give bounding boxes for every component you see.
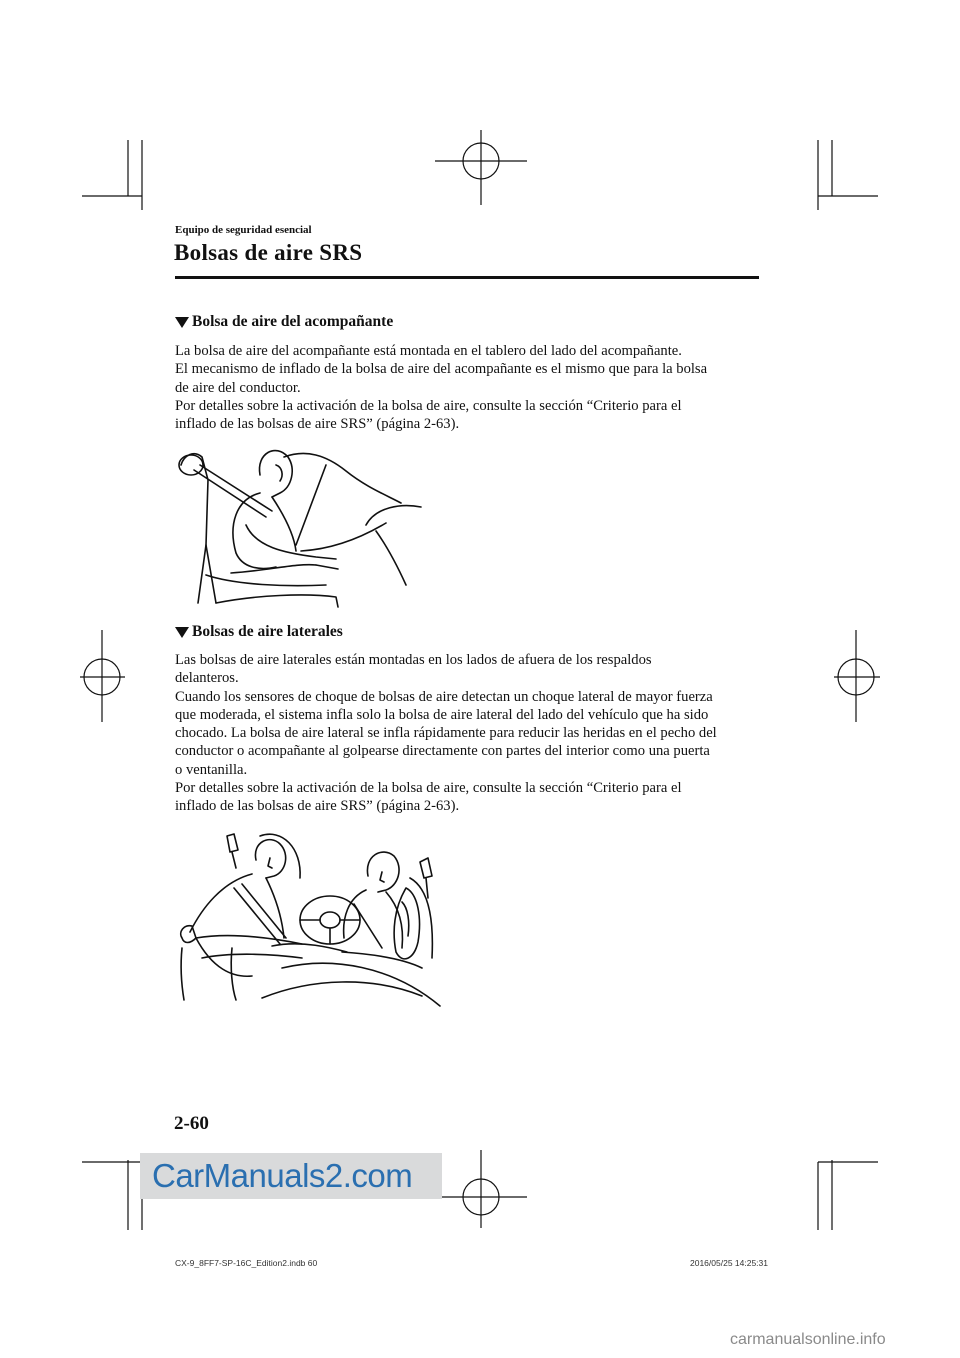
watermark-banner: CarManuals2.com (140, 1153, 442, 1199)
text-line: chocado. La bolsa de aire lateral se infla rápidamente para reducir las heridas en el pecho del (175, 725, 717, 742)
text-line: inflado de las bolsas de aire SRS” (página 2-63). (175, 416, 460, 433)
text-line: El mecanismo de inflado de la bolsa de aire del acompañante es el mismo que para la bolsa (175, 361, 708, 378)
text-line: que moderada, el sistema infla solo la bolsa de aire lateral del lado del vehículo que ha sido (175, 706, 709, 723)
side-airbags-illustration (172, 828, 442, 1008)
text-line: inflado de las bolsas de aire SRS” (página 2-63). (175, 798, 460, 815)
title-rule (175, 276, 759, 279)
text-line: Por detalles sobre la activación de la bolsa de aire, consulte la sección “Criterio para el (175, 397, 682, 414)
text-line: o ventanilla. (175, 761, 248, 778)
text-line: conductor o acompañante al golpearse directamente con partes del interior como una puerta (175, 743, 710, 760)
text-line: Cuando los sensores de choque de bolsas de aire detectan un choque lateral de mayor fuerza (175, 688, 713, 705)
text-line: de aire del conductor. (175, 379, 301, 396)
passenger-airbag-illustration (176, 435, 426, 610)
heading-text: Bolsas de aire laterales (192, 623, 343, 640)
footer-timestamp: 2016/05/25 14:25:31 (690, 1258, 768, 1268)
page-title: Bolsas de aire SRS (174, 240, 363, 265)
text-line: Las bolsas de aire laterales están montadas en los lados de afuera de los respaldos (175, 652, 652, 668)
triangle-bullet-icon (175, 317, 189, 328)
heading-side-airbags (175, 623, 343, 641)
side-airbags-text (175, 651, 775, 816)
heading-passenger-airbag (175, 313, 393, 331)
text-line: Por detalles sobre la activación de la bolsa de aire, consulte la sección “Criterio para el (175, 780, 682, 797)
heading-text: Bolsa de aire del acompañante (192, 313, 394, 330)
triangle-bullet-icon (175, 627, 189, 638)
text-line: delanteros. (175, 670, 239, 687)
site-watermark: carmanualsonline.info (730, 1331, 886, 1348)
section-label: Equipo de seguridad esencial (175, 224, 312, 236)
page-number: 2-60 (174, 1113, 209, 1134)
passenger-airbag-text (175, 342, 775, 433)
footer-file: CX-9_8FF7-SP-16C_Edition2.indb 60 (175, 1258, 318, 1268)
text-line: La bolsa de aire del acompañante está montada en el tablero del lado del acompañante. (175, 343, 682, 359)
